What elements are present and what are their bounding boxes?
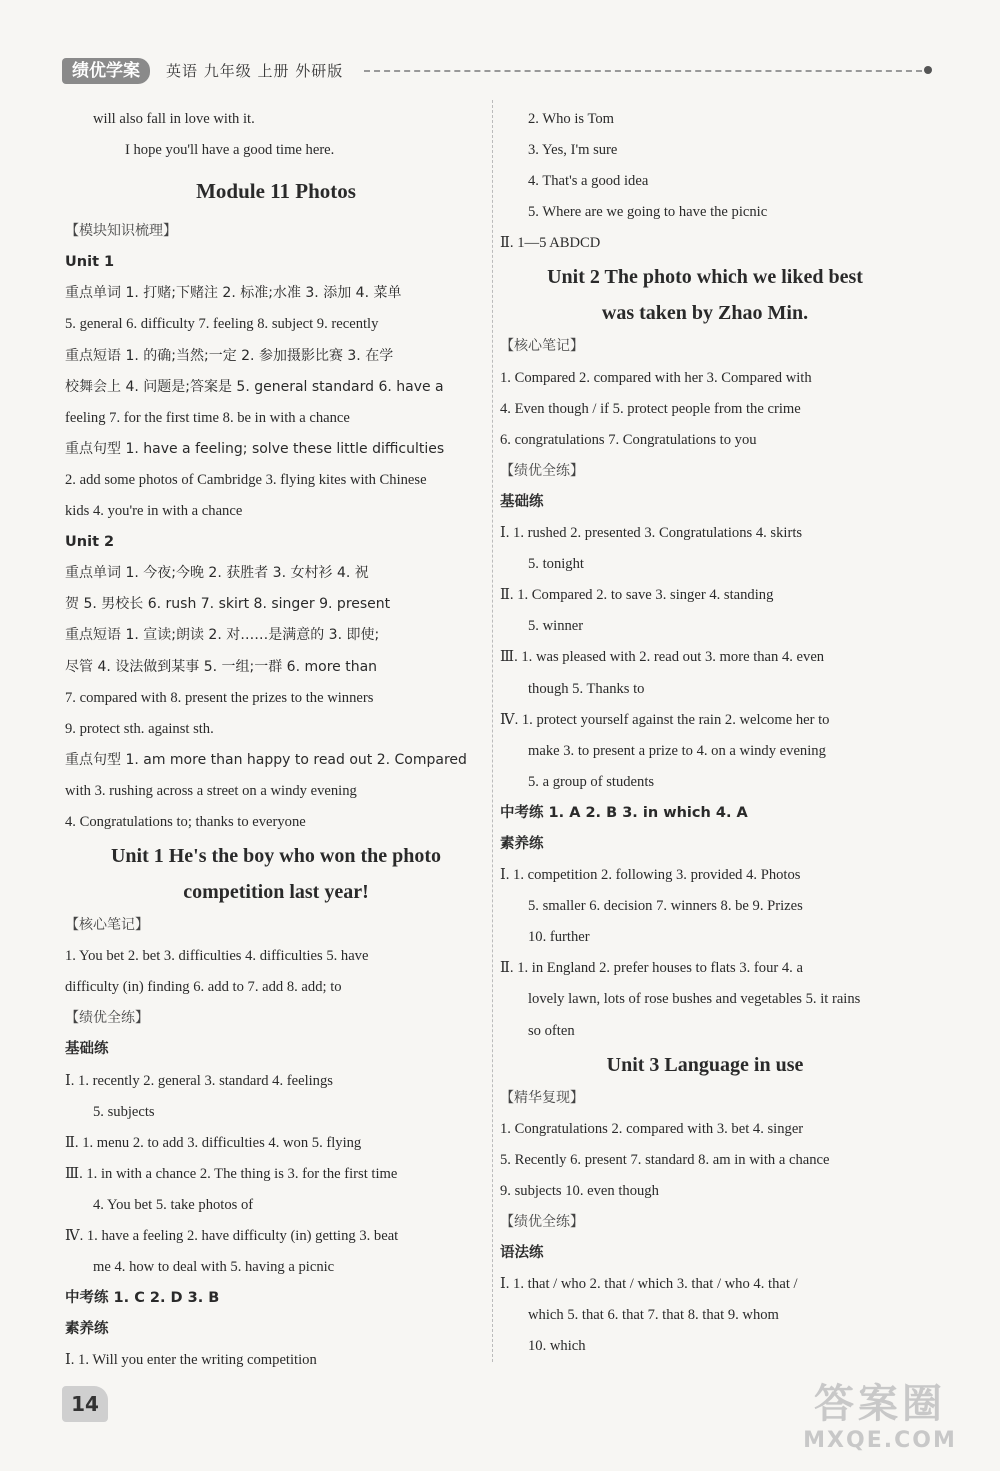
- left-text-line: 9. protect sth. against sth.: [65, 720, 214, 737]
- right-text-line: Unit 2 The photo which we liked best: [547, 266, 863, 289]
- header-divider: [364, 70, 922, 72]
- left-text-line: Unit 1 He's the boy who won the photo: [110, 845, 442, 868]
- right-text-line: 3. Yes, I'm sure: [528, 142, 618, 159]
- right-text-line: 6. congratulations 7. Congratulations to you: [500, 431, 757, 448]
- right-text-line: 5. winner: [528, 618, 584, 635]
- left-text-line: 贺 5. 男校长 6. rush 7. skirt 8. singer 9. present: [65, 596, 391, 613]
- right-text-line: 中考练 1. A 2. B 3. in which 4. A: [500, 804, 748, 821]
- left-text-line: 7. compared with 8. present the prizes to the winners: [65, 689, 374, 706]
- left-text-line: 【模块知识梳理】: [65, 223, 177, 240]
- left-text-line: 重点句型 1. have a feeling; solve these little difficulties: [65, 440, 445, 457]
- left-text-line: Ⅳ. 1. have a feeling 2. have difficulty (in) getting 3. beat: [65, 1228, 399, 1244]
- right-text-line: Ⅱ. 1. in England 2. prefer houses to flats 3. four 4. a: [500, 960, 803, 977]
- right-text-line: 【绩优全练】: [500, 462, 584, 479]
- right-text-line: Ⅳ. 1. protect yourself against the rain 2. welcome her to: [500, 711, 830, 728]
- right-text-line: 5. tonight: [528, 556, 584, 573]
- right-text-line: 5. a group of students: [528, 773, 655, 790]
- header-dot: [924, 66, 932, 74]
- left-text-line: 重点单词 1. 打赌;下赌注 2. 标准;水准 3. 添加 4. 菜单: [65, 285, 402, 302]
- left-text-line: 【核心笔记】: [65, 917, 149, 934]
- left-text-line: with 3. rushing across a street on a windy evening: [65, 782, 357, 799]
- watermark-logo: [790, 1380, 970, 1460]
- right-text-line: which 5. that 6. that 7. that 8. that 9. whom: [528, 1307, 779, 1324]
- left-text-line: 校舞会上 4. 问题是;答案是 5. general standard 6. have a: [65, 378, 444, 395]
- right-text-line: so often: [528, 1022, 575, 1039]
- right-text-line: Ⅲ. 1. was pleased with 2. read out 3. more than 4. even: [500, 649, 825, 666]
- right-text-line: 5. Where are we going to have the picnic: [528, 204, 768, 221]
- right-text-line: 语法练: [500, 1245, 544, 1262]
- right-text-line: 【精华复现】: [500, 1089, 584, 1106]
- page-number: 14: [62, 1386, 108, 1422]
- left-text-line: I hope you'll have a good time here.: [125, 142, 335, 159]
- left-text-line: Ⅱ. 1. menu 2. to add 3. difficulties 4. won 5. flying: [65, 1134, 362, 1151]
- left-text-line: 5. general 6. difficulty 7. feeling 8. subject 9. recently: [65, 316, 379, 333]
- left-text-line: 中考练 1. C 2. D 3. B: [65, 1290, 220, 1307]
- right-text-line: 9. subjects 10. even though: [500, 1182, 659, 1199]
- left-text-line: 基础练: [65, 1041, 109, 1058]
- right-text-line: 5. smaller 6. decision 7. winners 8. be 9. Prizes: [528, 898, 803, 915]
- left-text-line: Ⅲ. 1. in with a chance 2. The thing is 3. for the first time: [65, 1165, 398, 1182]
- left-text-line: 2. add some photos of Cambridge 3. flying kites with Chinese: [65, 471, 427, 488]
- left-text-line: Ⅰ. 1. recently 2. general 3. standard 4. feelings: [65, 1072, 333, 1089]
- left-text-line: 重点短语 1. 的确;当然;一定 2. 参加摄影比赛 3. 在学: [65, 347, 394, 364]
- right-text-line: Ⅰ. 1. competition 2. following 3. provided 4. Photos: [500, 867, 801, 884]
- left-text-line: will also fall in love with it.: [93, 111, 255, 127]
- right-text-line: 【绩优全练】: [500, 1214, 584, 1230]
- right-column: [500, 104, 910, 1362]
- right-text-line: was taken by Zhao Min.: [601, 302, 809, 325]
- brand-badge: 绩优学案: [62, 58, 150, 84]
- right-text-line: 素养练: [500, 835, 544, 852]
- right-text-line: Ⅰ. 1. rushed 2. presented 3. Congratulations 4. skirts: [500, 525, 803, 542]
- left-text-line: 重点单词 1. 今夜;今晚 2. 获胜者 3. 女村衫 4. 祝: [65, 565, 369, 582]
- left-text-line: 尽管 4. 设法做到某事 5. 一组;一群 6. more than: [65, 658, 378, 675]
- left-text-line: 5. subjects: [93, 1103, 155, 1120]
- left-text-line: 4. Congratulations to; thanks to everyone: [65, 813, 306, 830]
- left-text-line: 素养练: [65, 1321, 109, 1338]
- right-text-line: 1. Compared 2. compared with her 3. Compared with: [500, 369, 812, 386]
- left-text-line: competition last year!: [183, 881, 369, 904]
- left-text-line: me 4. how to deal with 5. having a picnic: [93, 1259, 335, 1276]
- left-text-line: kids 4. you're in with a chance: [65, 503, 243, 520]
- left-text-line: Unit 1: [65, 254, 115, 271]
- right-text-line: Ⅰ. 1. that / who 2. that / which 3. that / who 4. that /: [500, 1276, 798, 1293]
- left-text-line: difficulty (in) finding 6. add to 7. add 8. add; to: [65, 979, 342, 996]
- right-text-line: 【核心笔记】: [500, 338, 584, 355]
- right-text-line: Unit 3 Language in use: [606, 1053, 804, 1076]
- left-text-line: Ⅰ. 1. Will you enter the writing competition: [65, 1352, 317, 1369]
- right-text-line: 10. further: [528, 929, 590, 946]
- watermark-text: 答案圈: [814, 1381, 946, 1427]
- left-text-line: 重点句型 1. am more than happy to read out 2. Compared: [65, 751, 467, 768]
- right-text-line: Ⅱ. 1. Compared 2. to save 3. singer 4. standing: [500, 587, 774, 604]
- left-text-line: Unit 2: [65, 534, 115, 551]
- right-text-line: 基础练: [500, 493, 544, 510]
- watermark-url: MXQE.COM: [803, 1428, 957, 1453]
- right-text-line: Ⅱ. 1—5 ABDCD: [500, 235, 601, 252]
- right-text-line: make 3. to present a prize to 4. on a windy evening: [528, 742, 826, 759]
- page-header: [62, 56, 932, 86]
- book-subtitle: 英语 九年级 上册 外研版: [166, 62, 344, 80]
- left-column: [65, 104, 487, 1376]
- right-text-line: 4. That's a good idea: [528, 173, 649, 190]
- left-text-line: 【绩优全练】: [65, 1010, 149, 1027]
- left-text-line: 4. You bet 5. take photos of: [93, 1196, 254, 1213]
- left-text-line: 重点短语 1. 宣读;朗读 2. 对……是满意的 3. 即使;: [65, 627, 380, 644]
- right-text-line: 2. Who is Tom: [528, 111, 615, 127]
- left-text-line: feeling 7. for the first time 8. be in with a chance: [65, 409, 350, 426]
- right-text-line: 1. Congratulations 2. compared with 3. bet 4. singer: [500, 1120, 804, 1137]
- right-text-line: 5. Recently 6. present 7. standard 8. am in with a chance: [500, 1151, 830, 1168]
- column-divider: [492, 100, 493, 1362]
- right-text-line: 4. Even though / if 5. protect people from the crime: [500, 400, 801, 417]
- right-text-line: 10. which: [528, 1338, 586, 1355]
- left-text-line: 1. You bet 2. bet 3. difficulties 4. difficulties 5. have: [65, 948, 369, 965]
- left-text-line: Module 11 Photos: [196, 179, 356, 204]
- right-text-line: though 5. Thanks to: [528, 680, 645, 697]
- right-text-line: lovely lawn, lots of rose bushes and vegetables 5. it rains: [528, 991, 861, 1008]
